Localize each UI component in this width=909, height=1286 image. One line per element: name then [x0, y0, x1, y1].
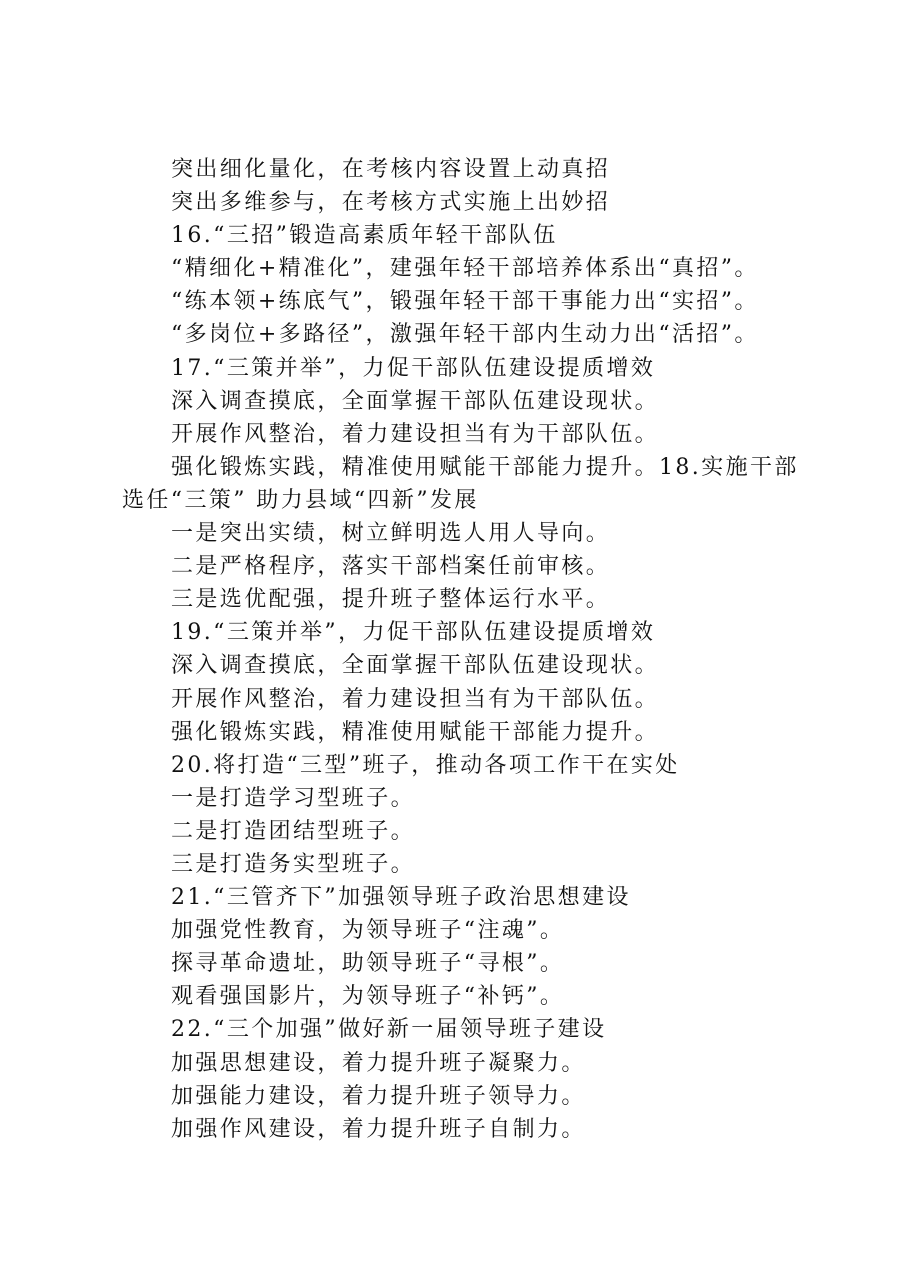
- text-line: 一是打造学习型班子。: [171, 785, 416, 811]
- text-line: 探寻革命遗址，助领导班子“寻根”。: [171, 951, 565, 977]
- text-line: 开展作风整治，着力建设担当有为干部队伍。: [171, 686, 660, 712]
- text-line: 二是严格程序，落实干部档案任前审核。: [171, 554, 611, 580]
- section-heading: 22.“三个加强”做好新一届领导班子建设: [171, 1017, 607, 1043]
- text-line: 强化锻炼实践，精准使用赋能干部能力提升。: [171, 719, 660, 745]
- text-line: 深入调查摸底，全面掌握干部队伍建设现状。: [171, 653, 660, 679]
- text-line: 加强作风建设，着力提升班子自制力。: [171, 1116, 586, 1142]
- text-line: 加强能力建设，着力提升班子领导力。: [171, 1083, 586, 1109]
- text-line: 突出多维参与，在考核方式实施上出妙招: [171, 190, 611, 216]
- text-line: 观看强国影片，为领导班子“补钙”。: [171, 984, 565, 1010]
- text-line: 深入调查摸底，全面掌握干部队伍建设现状。: [171, 388, 660, 414]
- text-line: 二是打造团结型班子。: [171, 818, 416, 844]
- text-line: 一是突出实绩，树立鲜明选人用人导向。: [171, 521, 611, 547]
- document-body: [122, 153, 802, 1146]
- section-heading: 20.将打造“三型”班子，推动各项工作干在实处: [171, 752, 680, 778]
- text-line: “精细化+精准化”，建强年轻干部培养体系出“真招”。: [171, 256, 759, 282]
- text-line-continuation: 选任“三策” 助力县域“四新”发展: [122, 487, 479, 513]
- text-line: “练本领+练底气”，锻强年轻干部干事能力出“实招”。: [171, 289, 759, 315]
- text-line: 强化锻炼实践，精准使用赋能干部能力提升。18.实施干部: [171, 454, 799, 480]
- text-line: 突出细化量化，在考核内容设置上动真招: [171, 157, 611, 182]
- text-line: 加强党性教育，为领导班子“注魂”。: [171, 918, 565, 944]
- section-heading: 19.“三策并举”，力促干部队伍建设提质增效: [171, 620, 656, 646]
- text-line: “多岗位+多路径”，激强年轻干部内生动力出“活招”。: [171, 322, 759, 348]
- section-heading: 21.“三管齐下”加强领导班子政治思想建设: [171, 885, 631, 911]
- text-line: 开展作风整治，着力建设担当有为干部队伍。: [171, 421, 660, 447]
- text-line: 三是选优配强，提升班子整体运行水平。: [171, 587, 611, 613]
- text-line: 三是打造务实型班子。: [171, 851, 416, 877]
- section-heading: 17.“三策并举”，力促干部队伍建设提质增效: [171, 355, 656, 381]
- text-line: 加强思想建设，着力提升班子凝聚力。: [171, 1050, 586, 1076]
- section-heading: 16.“三招”锻造高素质年轻干部队伍: [171, 223, 558, 249]
